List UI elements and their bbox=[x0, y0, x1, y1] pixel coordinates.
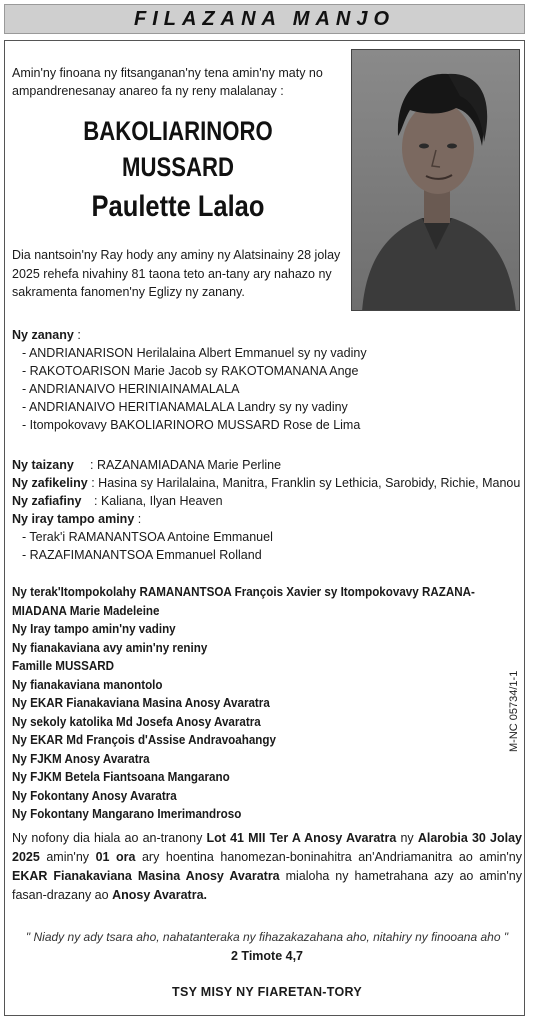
children-section bbox=[12, 326, 524, 434]
list-item: Ny FJKM Anosy Avaratra bbox=[12, 751, 150, 766]
intro-text: Amin'ny finoana ny fitsanganan'ny tena amin'ny maty no ampandrenesanay anareo fa ny reny malalanay : bbox=[12, 66, 323, 98]
bible-quote: " Niady ny ady tsara aho, nahatanteraka ny fihazakazahana aho, nitahiry ny finooana aho " bbox=[25, 930, 509, 944]
siblings-label: Ny iray tampo aminy bbox=[12, 512, 135, 526]
list-item: - ANDRIANAIVO HERINIAINAMALALA bbox=[22, 382, 240, 396]
list-item: - Terak'i RAMANANTSOA Antoine Emmanuel bbox=[22, 530, 273, 544]
list-item: Ny fianakaviana manontolo bbox=[12, 677, 163, 692]
list-item: Ny Fokontany Anosy Avaratra bbox=[12, 788, 177, 803]
grandchildren-label: Ny zafikeliny bbox=[12, 476, 88, 490]
list-item: Ny EKAR Md François d'Assise Andravoahangy bbox=[12, 733, 276, 747]
grandchildren-value: : Hasina sy Harilalaina, Manitra, Franklin sy Lethicia, Sarobidy, Richie, Manou bbox=[91, 476, 521, 490]
list-item: - RAKOTOARISON Marie Jacob sy RAKOTOMANANA Ange bbox=[22, 364, 359, 378]
list-item: Famille MUSSARD bbox=[12, 659, 115, 673]
list-item: MIADANA Marie Madeleine bbox=[12, 603, 160, 618]
footer-note: TSY MISY NY FIARETAN-TORY bbox=[172, 985, 362, 999]
death-announcement: Dia nantsoin'ny Ray hody any aminy ny Alatsinainy 28 jolay 2025 rehefa nivahiny 81 taona teto an-tany ary nahazo ny sakramenta fanomen'ny Eglizy ny zanany. bbox=[12, 248, 341, 299]
deceased-name-line2: MUSSARD bbox=[122, 152, 234, 182]
list-item: Ny terak'Itompokolahy RAMANANTSOA François Xavier sy Itompokovavy RAZANA- bbox=[12, 585, 475, 599]
list-item: Ny Iray tampo amin'ny vadiny bbox=[12, 622, 176, 636]
list-item: Ny fianakaviana avy amin'ny reniny bbox=[12, 640, 208, 655]
burial-church: EKAR Fianakaviana Masina Anosy Avaratra bbox=[12, 869, 280, 883]
burial-text: Ny nofony dia hiala ao an-tranony bbox=[12, 831, 207, 845]
list-item: Ny FJKM Betela Fiantsoana Mangarano bbox=[12, 770, 230, 784]
list-item: - ANDRIANAIVO HERITIANAMALALA Landry sy ny vadiny bbox=[22, 400, 348, 414]
deceased-name-line3: Paulette Lalao bbox=[91, 190, 265, 223]
list-item: Ny EKAR Fianakaviana Masina Anosy Avaratra bbox=[12, 696, 270, 710]
burial-text: amin'ny bbox=[39, 850, 96, 864]
list-item: Ny sekoly katolika Md Josefa Anosy Avaratra bbox=[12, 714, 261, 729]
reference-code: M-NC 05734/1-1 bbox=[508, 670, 520, 752]
family-list bbox=[12, 583, 524, 824]
burial-text: ny bbox=[396, 831, 418, 845]
list-item: Ny Fokontany Mangarano Imerimandroso bbox=[12, 807, 242, 821]
deceased-name-line1: BAKOLIARINORO bbox=[83, 116, 273, 146]
burial-address: Lot 41 MII Ter A Anosy Avaratra bbox=[206, 831, 397, 845]
burial-text: ary hoentina hanomezan-boninahitra an'Andriamanitra ao amin'ny bbox=[135, 850, 522, 864]
greatgrandchildren-label: Ny zafiafiny bbox=[12, 494, 82, 508]
burial-time: 01 ora bbox=[95, 850, 136, 864]
burial-details bbox=[12, 829, 522, 905]
burial-text: mialoha ny hametrahana azy ao amin'ny fasan-drazany ao bbox=[12, 869, 522, 902]
sister-value: : RAZANAMIADANA Marie Perline bbox=[90, 458, 282, 472]
siblings-sep: : bbox=[134, 512, 142, 526]
portrait-photo bbox=[351, 49, 520, 311]
list-item: - ANDRIANARISON Herilalaina Albert Emmanuel sy ny vadiny bbox=[22, 346, 367, 360]
header-title: FILAZANA MANJO bbox=[133, 7, 396, 30]
sister-label: Ny taizany bbox=[12, 458, 74, 472]
list-item: - RAZAFIMANANTSOA Emmanuel Rolland bbox=[22, 548, 262, 562]
children-heading-sep: : bbox=[73, 328, 81, 342]
greatgrandchildren-value: : Kaliana, Ilyan Heaven bbox=[94, 494, 223, 508]
burial-place: Anosy Avaratra. bbox=[112, 888, 208, 902]
header-banner bbox=[4, 4, 525, 34]
burial-date: Alarobia 30 Jolay 2025 bbox=[12, 831, 523, 864]
bible-reference: 2 Timote 4,7 bbox=[230, 949, 304, 963]
relatives-section bbox=[12, 456, 524, 564]
children-heading: Ny zanany bbox=[12, 328, 74, 342]
list-item: - Itompokovavy BAKOLIARINORO MUSSARD Rose de Lima bbox=[22, 418, 361, 432]
